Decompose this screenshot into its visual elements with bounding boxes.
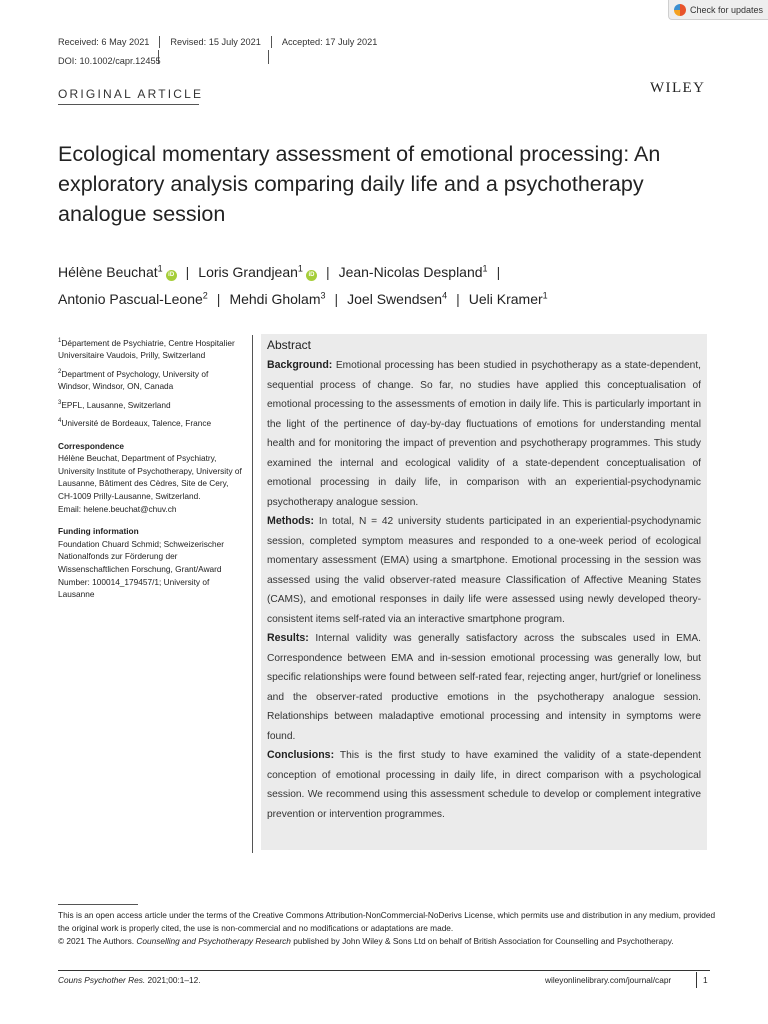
author-separator: |: [185, 263, 190, 280]
article-type-underline: [58, 104, 199, 105]
author-affiliation-marker: 3: [320, 290, 326, 301]
article-type: ORIGINAL ARTICLE: [58, 87, 204, 101]
author-separator: |: [334, 291, 339, 308]
correspondence-heading: Correspondence: [58, 440, 124, 451]
author[interactable]: [347, 291, 447, 307]
affiliation-text: EPFL, Lausanne, Switzerland: [61, 399, 171, 410]
article-info-column: [58, 335, 242, 605]
author-name: Ueli Kramer: [468, 291, 543, 308]
affiliation-marker: 3: [58, 399, 62, 406]
orcid-icon[interactable]: iD: [166, 270, 177, 281]
abstract-section-label: Background:: [267, 359, 333, 371]
funding-text: Foundation Chuard Schmid; Schweizerischer Nationalfonds zur Förderung der Wissenschaftlichen Forschung, Grant/Award Number: 100014_179457/1; University of Lausanne: [58, 538, 225, 600]
author-name: Jean-Nicolas Despland: [338, 263, 483, 280]
author-name: Loris Grandjean: [198, 263, 298, 280]
abstract-heading: Abstract: [267, 338, 312, 352]
page-number-divider: [696, 972, 697, 988]
abstract-section-text: Emotional processing has been studied in psychotherapy as a state-dependent, sequential process of change. So far, no studies have applied this conceptualisation of emotional processing to the assessments of emotion in daily life. This is particularly important in the light of the pertinence of day-by-day fluctuations of emotions for understanding mental health and for monitoring the impact of prevention and psychotherapy programmes. This study examined the internal and ecological validity of a state-dependent conceptualisation of emotional processing in daily life, in comparison with an experiential-psychodynamic psychotherapy analogue session.: [267, 360, 701, 508]
check-for-updates-label: Check for updates: [690, 4, 764, 15]
affiliation: [58, 415, 242, 429]
affiliation-text: Université de Bordeaux, Talence, France: [61, 418, 212, 429]
license-divider: [58, 904, 138, 905]
abstract-section-text: In total, N = 42 university students participated in an experiential-psychodynamic session, completed symptom measures and responded to a one-week period of ecological momentary assessment (EMA) using a smartphone. Emotional processing in the session was assessed using the valid observer-rated measure Classification of Affective Meaning States (CAMS), and emotional responses in daily life were assessed using newly developed theory-consistent items self-rated via an interactive smartphone program.: [267, 516, 701, 625]
author-list: [58, 256, 718, 311]
copyright-text: [58, 935, 718, 948]
journal-abbrev: Couns Psychother Res.: [58, 975, 146, 985]
author-affiliation-marker: 1: [297, 263, 303, 273]
author[interactable]: [339, 264, 488, 280]
affiliation: [58, 335, 242, 362]
article-title: Ecological momentary assessment of emotional processing: An exploratory analysis comparing daily life and a psychotherapy analogue session: [58, 142, 661, 226]
license-notice: [58, 909, 718, 948]
affiliation-marker: 2: [58, 368, 62, 375]
abstract-section-label: Results:: [267, 632, 309, 644]
article-history: [58, 36, 387, 48]
author[interactable]: [229, 291, 325, 307]
license-text: This is an open access article under the terms of the Creative Commons Attribution-NonCommercial-NoDerivs License, which permits use and distribution in any medium, provided the original work is properly cited, the use is non-commercial and no modifications or adaptations are made.: [58, 910, 716, 933]
accepted-date: Accepted: 17 July 2021: [271, 36, 388, 48]
funding-heading: Funding information: [58, 526, 139, 537]
copyright-suffix: published by John Wiley & Sons Ltd on behalf of British Association for Counselling and Psychotherapy.: [290, 936, 674, 946]
copyright-prefix: © 2021 The Authors.: [58, 936, 137, 946]
author-separator: |: [325, 263, 330, 280]
footer-divider: [58, 970, 710, 971]
history-divider: [268, 50, 269, 64]
author-separator: |: [496, 263, 501, 280]
author[interactable]: [198, 264, 317, 280]
abstract-section-text: This is the first study to have examined the validity of a state-dependent conception of emotional processing in daily life, in direct comparison with a psychological session. We recommend using this assessment schedule to develop or complement integrative prevention or intervention programmes.: [267, 750, 701, 820]
affiliation-text: Département de Psychiatrie, Centre Hospitalier Universitaire Vaudois, Prilly, Switzerland: [58, 337, 235, 361]
citation-range: 2021;00:1–12.: [145, 975, 201, 985]
abstract-section: [267, 629, 701, 746]
abstract-body: [267, 356, 701, 824]
affiliation-text: Department of Psychology, University of Windsor, Windsor, ON, Canada: [58, 368, 209, 392]
author-affiliation-marker: 1: [542, 290, 548, 301]
author[interactable]: [58, 291, 208, 307]
affiliation: [58, 397, 242, 411]
orcid-icon[interactable]: iD: [306, 270, 317, 281]
page-number: 1: [703, 975, 708, 985]
journal-url[interactable]: wileyonlinelibrary.com/journal/capr: [545, 975, 672, 985]
correspondence-email[interactable]: Email: helene.beuchat@chuv.ch: [58, 503, 177, 514]
author-name: Joel Swendsen: [347, 291, 443, 308]
received-date: Received: 6 May 2021: [58, 37, 150, 47]
abstract-box: [261, 334, 707, 850]
abstract-section-label: Methods:: [267, 515, 315, 527]
author-name: Antonio Pascual-Leone: [58, 291, 203, 308]
affiliation: [58, 366, 242, 393]
affiliation-marker: 1: [58, 338, 62, 344]
author-separator: |: [216, 291, 221, 308]
author-affiliation-marker: 4: [442, 290, 448, 301]
author[interactable]: [58, 264, 177, 280]
author-affiliation-marker: 1: [482, 263, 488, 273]
abstract-section: [267, 512, 701, 629]
correspondence-text: Hélène Beuchat, Department of Psychiatry, University Institute of Psychotherapy, University of Lausanne, Bâtiment des Cèdres, Site de Cery, CH-1009 Prilly-Lausanne, Switzerland.: [58, 453, 242, 501]
author-separator: |: [456, 291, 460, 308]
copyright-journal-name: Counselling and Psychotherapy Research: [136, 936, 291, 946]
author-name: Hélène Beuchat: [58, 263, 158, 280]
check-for-updates-button[interactable]: [668, 0, 768, 20]
author-name: Mehdi Gholam: [229, 291, 321, 308]
revised-date: Revised: 15 July 2021: [159, 36, 270, 48]
author-affiliation-marker: 1: [157, 263, 163, 273]
doi[interactable]: DOI: 10.1002/capr.12455: [58, 56, 161, 66]
publisher-logo: WILEY: [650, 80, 706, 96]
abstract-section: [267, 746, 701, 824]
author-affiliation-marker: 2: [202, 290, 208, 301]
column-divider: [252, 335, 253, 853]
abstract-section: [267, 356, 701, 512]
crossmark-icon: [674, 4, 686, 16]
abstract-section-text: Internal validity was generally satisfactory across the subscales used in EMA. Correspondence between EMA and in-session emotional processing was generally low, but specific relationships were found between self-rated fear, rejecting anger, hurt/grief or loneliness and the observer-rated productive emotions in the psychotherapy analogue session. Relationships between maladaptive emotional processing and intensity in symptoms were found.: [267, 633, 701, 742]
affiliations: [58, 335, 242, 430]
author[interactable]: [469, 291, 548, 307]
journal-citation: [58, 975, 201, 985]
abstract-section-label: Conclusions:: [267, 749, 335, 761]
affiliation-marker: 4: [58, 418, 62, 425]
